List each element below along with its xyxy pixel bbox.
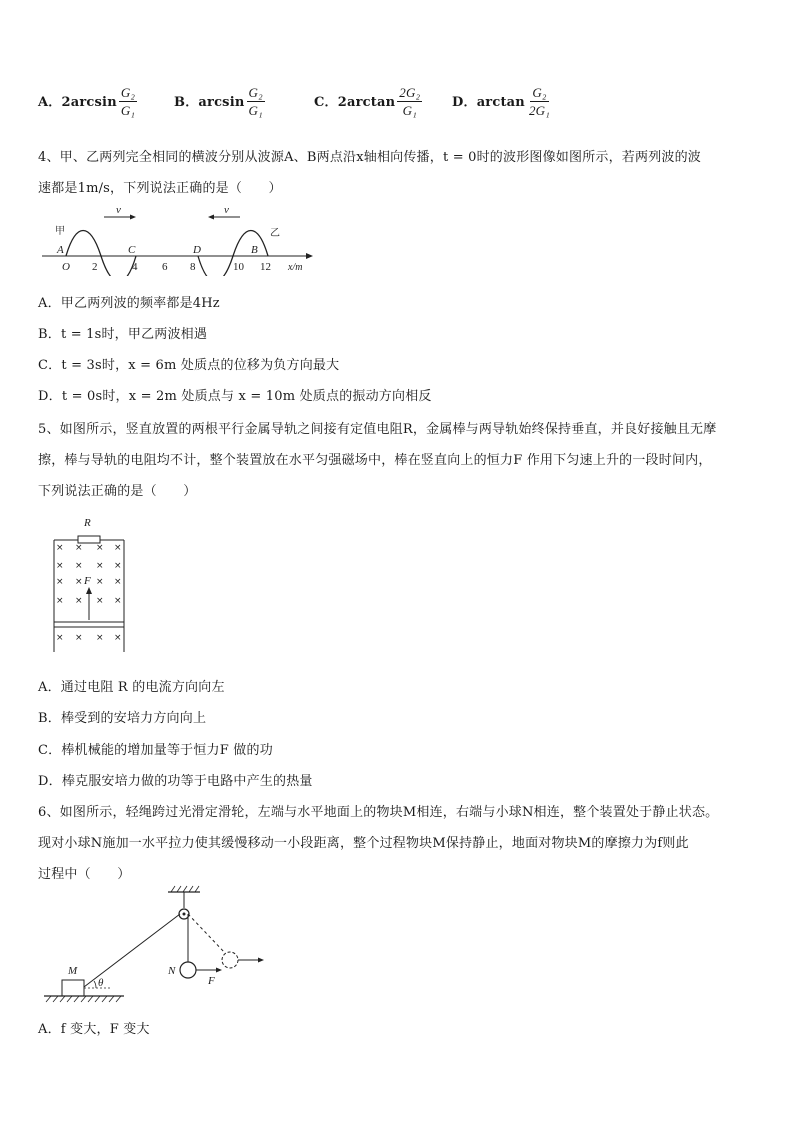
x-axis-arrow xyxy=(306,253,313,259)
q5-option-d[interactable]: D．棒克服安培力做的功等于电路中产生的热量 xyxy=(38,774,313,789)
q6-pulley-figure xyxy=(40,884,280,1014)
svg-text:×: × xyxy=(114,561,122,571)
point-d: D xyxy=(193,244,201,256)
svg-text:×: × xyxy=(114,577,122,587)
wave-jia xyxy=(66,231,136,277)
svg-text:×: × xyxy=(114,633,122,643)
rope-left xyxy=(80,914,180,990)
q6-stem-line2: 现对小球N施加一水平拉力使其缓慢移动一小段距离，整个过程物块M保持静止，地面对物块M的摩擦力为f则此 xyxy=(38,836,689,851)
label-theta: θ xyxy=(98,977,104,989)
svg-text:×: × xyxy=(75,577,83,587)
q3-options-row xyxy=(38,86,758,130)
svg-text:×: × xyxy=(75,543,83,553)
svg-text:×: × xyxy=(56,561,64,571)
v-label-yi: v xyxy=(224,204,229,216)
label-f: F xyxy=(208,975,215,987)
q5-option-c[interactable]: C．棒机械能的增加量等于恒力F 做的功 xyxy=(38,743,273,758)
q4-stem-line1: 4、甲、乙两列完全相同的横波分别从波源A、B两点沿x轴相向传播，t = 0时的波形图像如图所示，若两列波的波 xyxy=(38,150,701,165)
axis-label: x/m xyxy=(288,262,303,273)
q5-stem-line1: 5、如图所示，竖直放置的两根平行金属导轨之间接有定值电阻R，金属棒与两导轨始终保持垂直，并良好接触且无摩 xyxy=(38,422,717,437)
svg-text:×: × xyxy=(75,596,83,606)
svg-text:×: × xyxy=(96,596,104,606)
svg-text:×: × xyxy=(56,633,64,643)
q6-option-a[interactable]: A．f 变大，F 变大 xyxy=(38,1022,150,1037)
svg-text:×: × xyxy=(56,577,64,587)
q4-option-b[interactable]: B．t = 1s时，甲乙两波相遇 xyxy=(38,327,208,342)
label-m: M xyxy=(68,965,78,977)
svg-text:×: × xyxy=(96,561,104,571)
force-label: F xyxy=(84,575,91,587)
q5-stem-line2: 擦，棒与导轨的电阻均不计，整个装置放在水平匀强磁场中，棒在竖直向上的恒力F 作用下匀速上升的一段时间内， xyxy=(38,453,712,468)
tick-o: O xyxy=(62,261,70,273)
q4-option-d[interactable]: D．t = 0s时，x = 2m 处质点与 x = 10m 处质点的振动方向相反 xyxy=(38,389,432,404)
tick-8: 8 xyxy=(190,261,196,273)
tick-6: 6 xyxy=(162,261,168,273)
point-b: B xyxy=(251,244,258,256)
metal-rod xyxy=(54,622,124,627)
q5-option-a[interactable]: A．通过电阻 R 的电流方向向左 xyxy=(38,680,225,695)
q4-stem-line2: 速都是1m/s，下列说法正确的是（ ） xyxy=(38,181,282,196)
svg-text:×: × xyxy=(96,577,104,587)
resistor-r xyxy=(78,536,100,543)
tick-2: 2 xyxy=(92,261,98,273)
q3-option-b[interactable]: B．arcsin $\frac{\text{G₂}}{\text{G₁}}$ xyxy=(174,85,263,119)
svg-text:×: × xyxy=(114,596,122,606)
q3-option-c[interactable]: C．2arctan $\frac{\text{2G₂}}{\text{G₁}}$ xyxy=(314,85,421,119)
q5-option-b[interactable]: B．棒受到的安培力方向向上 xyxy=(38,711,207,726)
svg-text:×: × xyxy=(96,633,104,643)
svg-text:×: × xyxy=(114,543,122,553)
tick-12: 12 xyxy=(260,261,271,273)
tick-10: 10 xyxy=(233,261,244,273)
svg-text:×: × xyxy=(96,543,104,553)
q6-stem-line1: 6、如图所示，轻绳跨过光滑定滑轮，左端与水平地面上的物块M相连，右端与小球N相连，整个装置处于静止状态。 xyxy=(38,805,719,820)
rope-dashed xyxy=(188,914,226,954)
ball-n xyxy=(180,962,196,978)
svg-text:×: × xyxy=(56,596,64,606)
point-c: C xyxy=(128,244,136,256)
q4-wave-figure xyxy=(38,200,318,276)
q4-option-c[interactable]: C．t = 3s时，x = 6m 处质点的位移为负方向最大 xyxy=(38,358,340,373)
label-jia: 甲 xyxy=(55,226,65,237)
svg-text:×: × xyxy=(56,543,64,553)
q5-rail-figure xyxy=(50,512,130,654)
q4-option-a[interactable]: A．甲乙两列波的频率都是4Hz xyxy=(38,296,220,311)
label-n: N xyxy=(168,965,176,977)
ball-n-moved xyxy=(222,952,238,968)
block-m xyxy=(62,980,84,996)
q6-stem-line3: 过程中（ ） xyxy=(38,867,131,882)
point-a: A xyxy=(57,244,64,256)
resistor-label: R xyxy=(84,517,91,529)
tick-4: 4 xyxy=(132,261,138,273)
v-label-jia: v xyxy=(116,204,121,216)
svg-text:×: × xyxy=(75,561,83,571)
svg-text:×: × xyxy=(75,633,83,643)
label-yi: 乙 xyxy=(270,228,280,239)
q5-stem-line3: 下列说法正确的是（ ） xyxy=(38,484,197,499)
q3-option-d[interactable]: D．arctan $\frac{\text{G₂}}{\text{2G₁}}$ xyxy=(452,85,550,119)
q3-option-a[interactable]: A．2arcsin $\frac{\text{G₂}}{\text{G₁}}$ xyxy=(38,85,136,119)
